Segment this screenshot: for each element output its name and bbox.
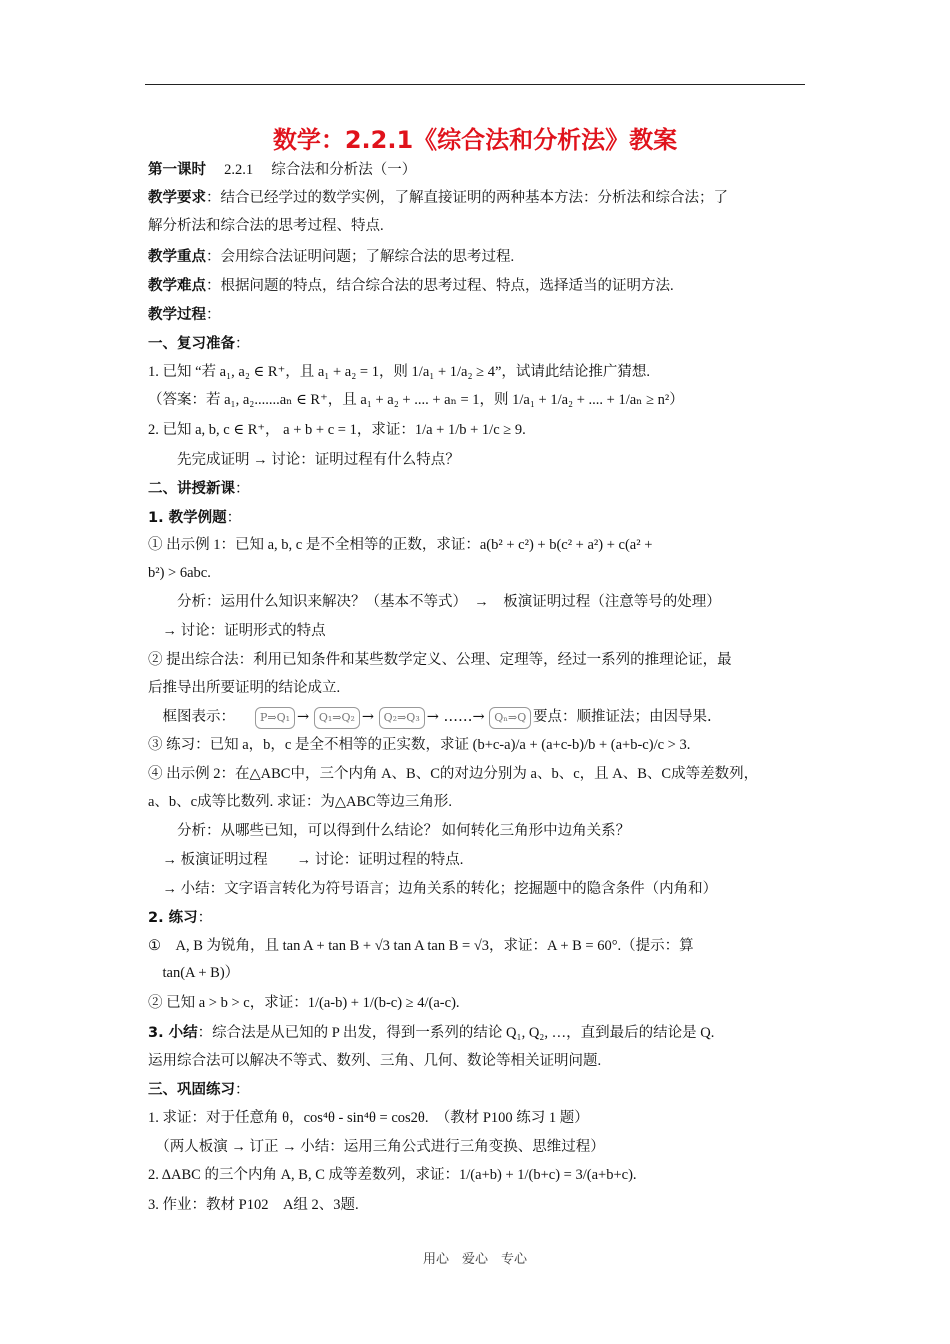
line-label: 教学要求 [148,190,206,206]
text-line [148,1051,601,1071]
line-text: ： [235,336,250,352]
text-line [148,535,652,555]
line-text: （答案：若 a₁, a₂.......aₙ ∈ R⁺，且 a₁ + a₂ + .... + aₙ = 1，则 1/a₁ + 1/a₂ + .... + 1/aₙ ≥ n²） [148,392,684,408]
text-line [148,450,460,470]
flowchart-note: 要点：顺推证法；由因导果. [533,709,712,725]
line-text: 2. 已知 a, b, c ∈ R⁺， a + b + c = 1，求证：1/a + 1/b + 1/c ≥ 9. [148,422,526,438]
line-label: 教学难点 [148,278,206,294]
line-text: ④ 出示例 2：在△ABC中，三个内角 A、B、C的对边分别为 a、b、c，且 A、B、C成等差数列， [148,766,759,782]
line-text: 分析：从哪些已知，可以得到什么结论？ 如何转化三角形中边角关系？ [148,823,631,839]
flowchart-box: P⇒Q₁ [255,707,295,729]
text-line [148,764,758,784]
line-text: 先完成证明 → 讨论：证明过程有什么特点？ [148,452,460,468]
line-text: 3. 作业：教材 P102 A组 2、3题. [148,1197,359,1213]
line-text: 2. ΔABC 的三个内角 A, B, C 成等差数列，求证：1/(a+b) + 1/(b+c) = 3/(a+b+c). [148,1167,637,1183]
line-label: 教学过程 [148,307,206,323]
text-line [148,563,211,583]
text-line [148,1195,359,1215]
text-line [148,305,221,325]
text-line [148,362,650,382]
line-text: 框图表示： [148,709,235,725]
text-line [148,850,463,870]
text-line [148,993,460,1013]
text-line [148,334,250,354]
text-line [148,908,212,928]
line-text: ： [226,510,242,526]
line-text: ② 已知 a > b > c，求证：1/(a-b) + 1/(b-c) ≥ 4/(a-c). [148,995,460,1011]
line-text: tan(A + B)） [148,965,240,981]
line-label: 三、巩固练习 [148,1082,235,1098]
line-text: → 小结：文字语言转化为符号语言；边角关系的转化；挖掘题中的隐含条件（内角和） [148,881,718,897]
page-footer: 用心 爱心 专心 [422,1252,527,1267]
line-text: → 讨论：证明形式的特点 [148,623,326,639]
flowchart-ellipsis: …… [443,709,473,725]
line-text: ：根据问题的特点，结合综合法的思考过程、特点，选择适当的证明方法. [206,278,674,294]
flowchart-box: Qₙ⇒Q [489,707,531,729]
text-line [148,879,717,899]
line-label: 二、讲授新课 [148,481,235,497]
line-text: ：综合法是从已知的 P 出发，得到一系列的结论 Q₁, Q₂, …，直到最后的结论是 Q. [197,1025,715,1041]
text-line [148,707,235,727]
line-text: 运用综合法可以解决不等式、数列、三角、几何、数论等相关证明问题. [148,1053,602,1069]
line-label: 3. 小结 [148,1025,198,1041]
line-text: → 板演证明过程 → 讨论：证明过程的特点. [148,852,464,868]
text-line [148,247,514,267]
text-line [148,216,384,236]
text-line [148,1108,589,1128]
text-line [148,678,340,698]
text-line [148,936,694,956]
text-line [148,963,239,983]
text-line [148,390,684,410]
text-line [148,792,452,812]
text-line [148,188,728,208]
line-text: ① 出示例 1：已知 a, b, c 是不全相等的正数，求证：a(b² + c²) + b(c² + a²) + c(a² + [148,537,653,553]
text-line [148,508,241,528]
line-text: b²) > 6abc. [148,565,211,581]
line-text: ： [235,481,250,497]
line-text: （两人板演 → 订正 → 小结：运用三角公式进行三角变换、思维过程） [148,1139,605,1155]
header-rule [145,84,805,85]
line-text: ：结合已经学过的数学实例，了解直接证明的两种基本方法：分析法和综合法；了 [206,190,728,206]
line-text: ： [235,1082,250,1098]
text-line [148,1165,637,1185]
text-line [148,479,250,499]
text-line [148,1023,714,1043]
line-text: ① A, B 为锐角，且 tan A + tan B + √3 tan A tan B = √3，求证：A + B = 60°.（提示：算 [148,938,694,954]
text-line [148,160,416,180]
text-line [148,276,674,296]
line-text: a、b、c成等比数列. 求证：为△ABC等边三角形. [148,794,452,810]
line-label: 1. 教学例题 [148,510,227,526]
text-line [148,1137,605,1157]
page-title: 数学：2.2.1《综合法和分析法》教案 [272,126,678,154]
line-text: ： [197,910,213,926]
text-line [148,592,721,612]
line-text: ：会用综合法证明问题；了解综合法的思考过程. [206,249,515,265]
text-line [148,1080,250,1100]
text-line [148,621,326,641]
line-label: 一、复习准备 [148,336,235,352]
flowchart-box: Q₂⇒Q₃ [379,707,425,729]
line-text: 1. 求证：对于任意角 θ，cos⁴θ - sin⁴θ = cos2θ. （教材 P100 练习 1 题） [148,1110,589,1126]
line-label: 2. 练习 [148,910,198,926]
text-line [148,821,630,841]
flowchart: P⇒Q₁ → Q₁⇒Q₂ → Q₂⇒Q₃ → ……→ Qₙ⇒Q [255,707,533,729]
line-text: 2.2.1 综合法和分析法（一） [206,162,417,178]
line-label: 第一课时 [148,162,206,178]
line-text: ： [206,307,221,323]
line-label: 教学重点 [148,249,206,265]
line-text: 后推导出所要证明的结论成立. [148,680,341,696]
flowchart-box: Q₁⇒Q₂ [314,707,360,729]
line-text: ③ 练习：已知 a，b，c 是全不相等的正实数，求证 (b+c-a)/a + (a+c-b)/b + (a+b-c)/c > 3. [148,737,691,753]
text-line [148,650,732,670]
line-text: 解分析法和综合法的思考过程、特点. [148,218,384,234]
text-line [148,735,690,755]
line-text: 分析：运用什么知识来解决？（基本不等式） → 板演证明过程（注意等号的处理） [148,594,721,610]
line-text: 1. 已知 “若 a₁, a₂ ∈ R⁺，且 a₁ + a₂ = 1，则 1/a₁ + 1/a₂ ≥ 4”，试请此结论推广猜想. [148,364,651,380]
text-line [148,420,526,440]
line-text: ② 提出综合法：利用已知条件和某些数学定义、公理、定理等，经过一系列的推理论证，最 [148,652,732,668]
